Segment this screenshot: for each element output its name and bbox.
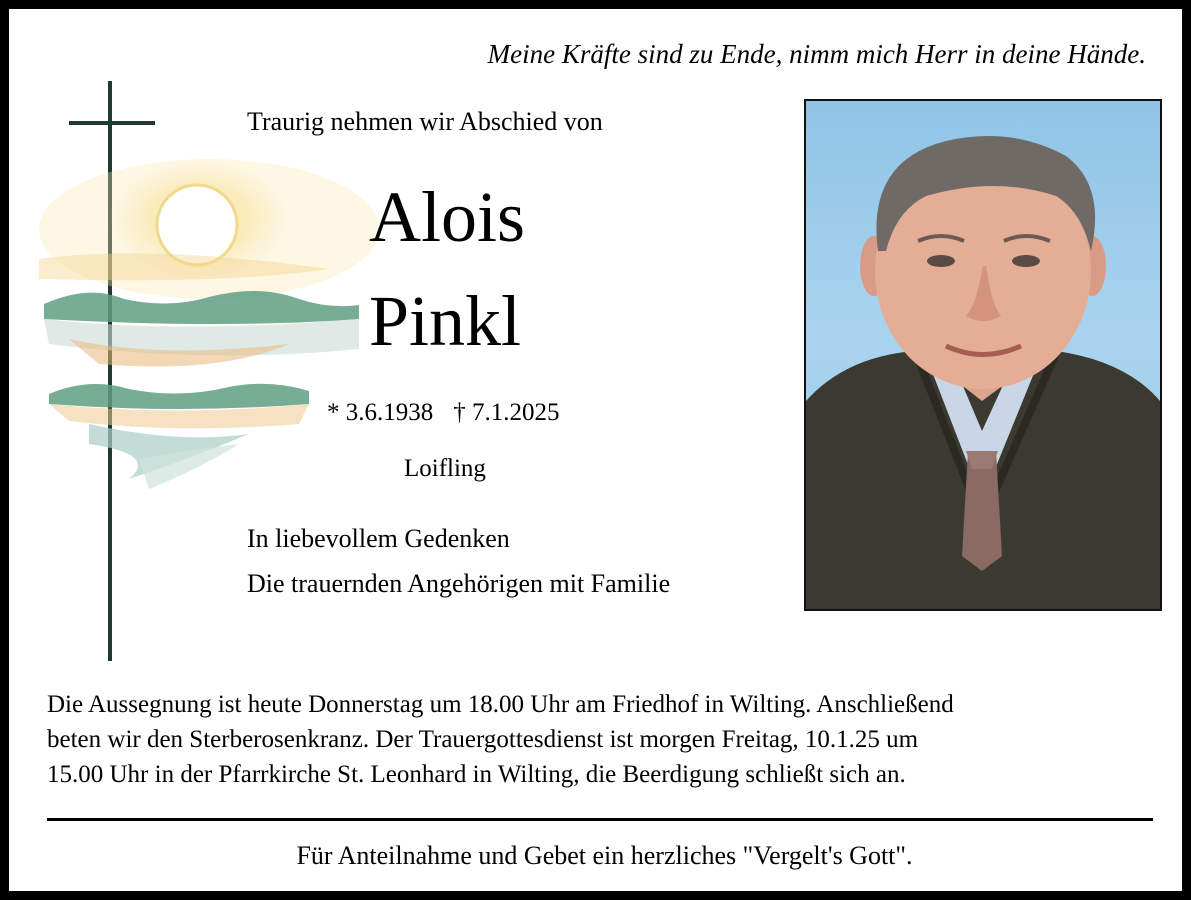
- birth-date: * 3.6.1938: [327, 399, 434, 426]
- life-dates: [327, 399, 560, 427]
- cross-icon-bar: [69, 121, 155, 125]
- info-line: 15.00 Uhr in der Pfarrkirche St. Leonhard in Wilting, die Beerdigung schließt sich an.: [47, 761, 906, 788]
- thanks-line: Für Anteilnahme und Gebet ein herzliches "Vergelt's Gott".: [296, 841, 913, 870]
- info-line: beten wir den Sterberosenkranz. Der Trauergottesdienst ist morgen Freitag, 10.1.25 um: [47, 726, 919, 753]
- quote-text: Meine Kräfte sind zu Ende, nimm mich Herr in deine Hände.: [487, 39, 1146, 69]
- deceased-last-name: Pinkl: [369, 281, 522, 361]
- portrait-illustration: [806, 101, 1160, 609]
- sunset-watercolor-illustration: [29, 159, 399, 499]
- memory-line: In liebevollem Gedenken: [247, 524, 510, 553]
- portrait-photo: [804, 99, 1162, 611]
- intro-text: Traurig nehmen wir Abschied von: [247, 107, 603, 136]
- family-line: Die trauernden Angehörigen mit Familie: [247, 569, 671, 598]
- info-line: Die Aussegnung ist heute Donnerstag um 18.00 Uhr am Friedhof in Wilting. Anschließend: [47, 691, 954, 718]
- hometown: Loifling: [404, 455, 486, 482]
- divider: [47, 818, 1153, 821]
- service-information: [47, 687, 1162, 792]
- deceased-first-name: Alois: [369, 177, 526, 257]
- death-date: † 7.1.2025: [453, 399, 560, 426]
